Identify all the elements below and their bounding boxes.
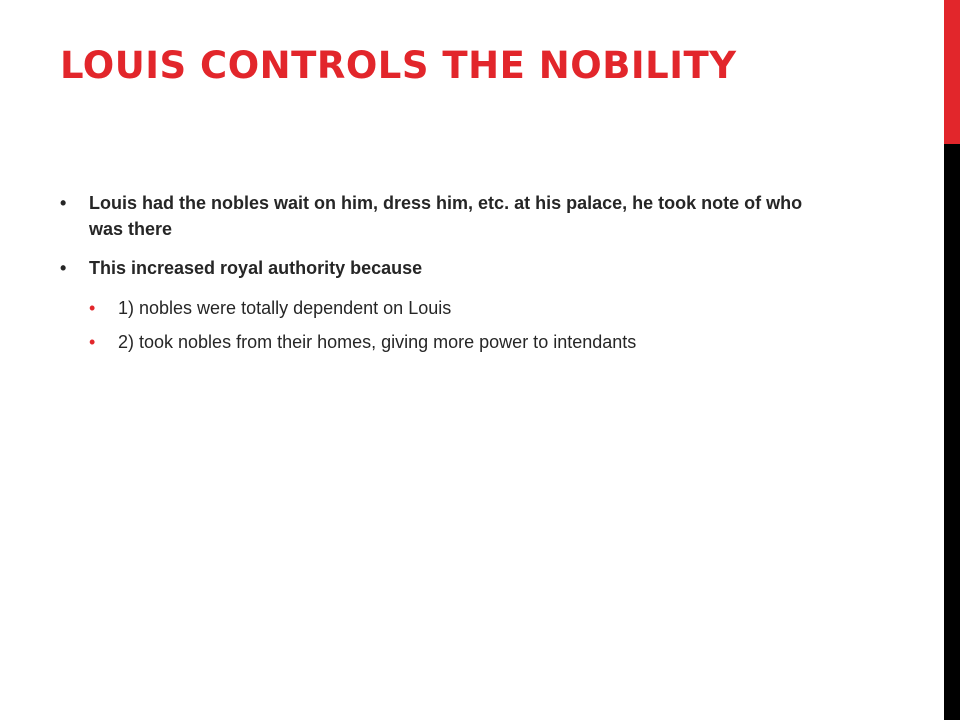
bullet-item xyxy=(60,190,820,242)
slide-title: LOUIS CONTROLS THE NOBILITY xyxy=(60,44,737,87)
bullet-marker: • xyxy=(60,193,67,213)
accent-side-bar xyxy=(944,0,960,144)
bullet-list xyxy=(60,190,820,368)
sub-bullet-item xyxy=(89,329,820,355)
bullet-marker: • xyxy=(60,258,67,278)
sub-bullet-text: 1) nobles were totally dependent on Louis xyxy=(118,298,452,318)
dark-side-bar xyxy=(944,144,960,720)
sub-bullet-marker: • xyxy=(89,298,96,318)
sub-bullet-text: 2) took nobles from their homes, giving more power to intendants xyxy=(118,332,637,352)
bullet-text: This increased royal authority because xyxy=(89,258,423,278)
sub-bullet-item xyxy=(89,295,820,321)
sub-bullet-list xyxy=(89,295,820,355)
bullet-item xyxy=(60,255,820,355)
bullet-text: Louis had the nobles wait on him, dress him, etc. at his palace, he took note of who was there xyxy=(89,193,803,239)
sub-bullet-marker: • xyxy=(89,332,96,352)
